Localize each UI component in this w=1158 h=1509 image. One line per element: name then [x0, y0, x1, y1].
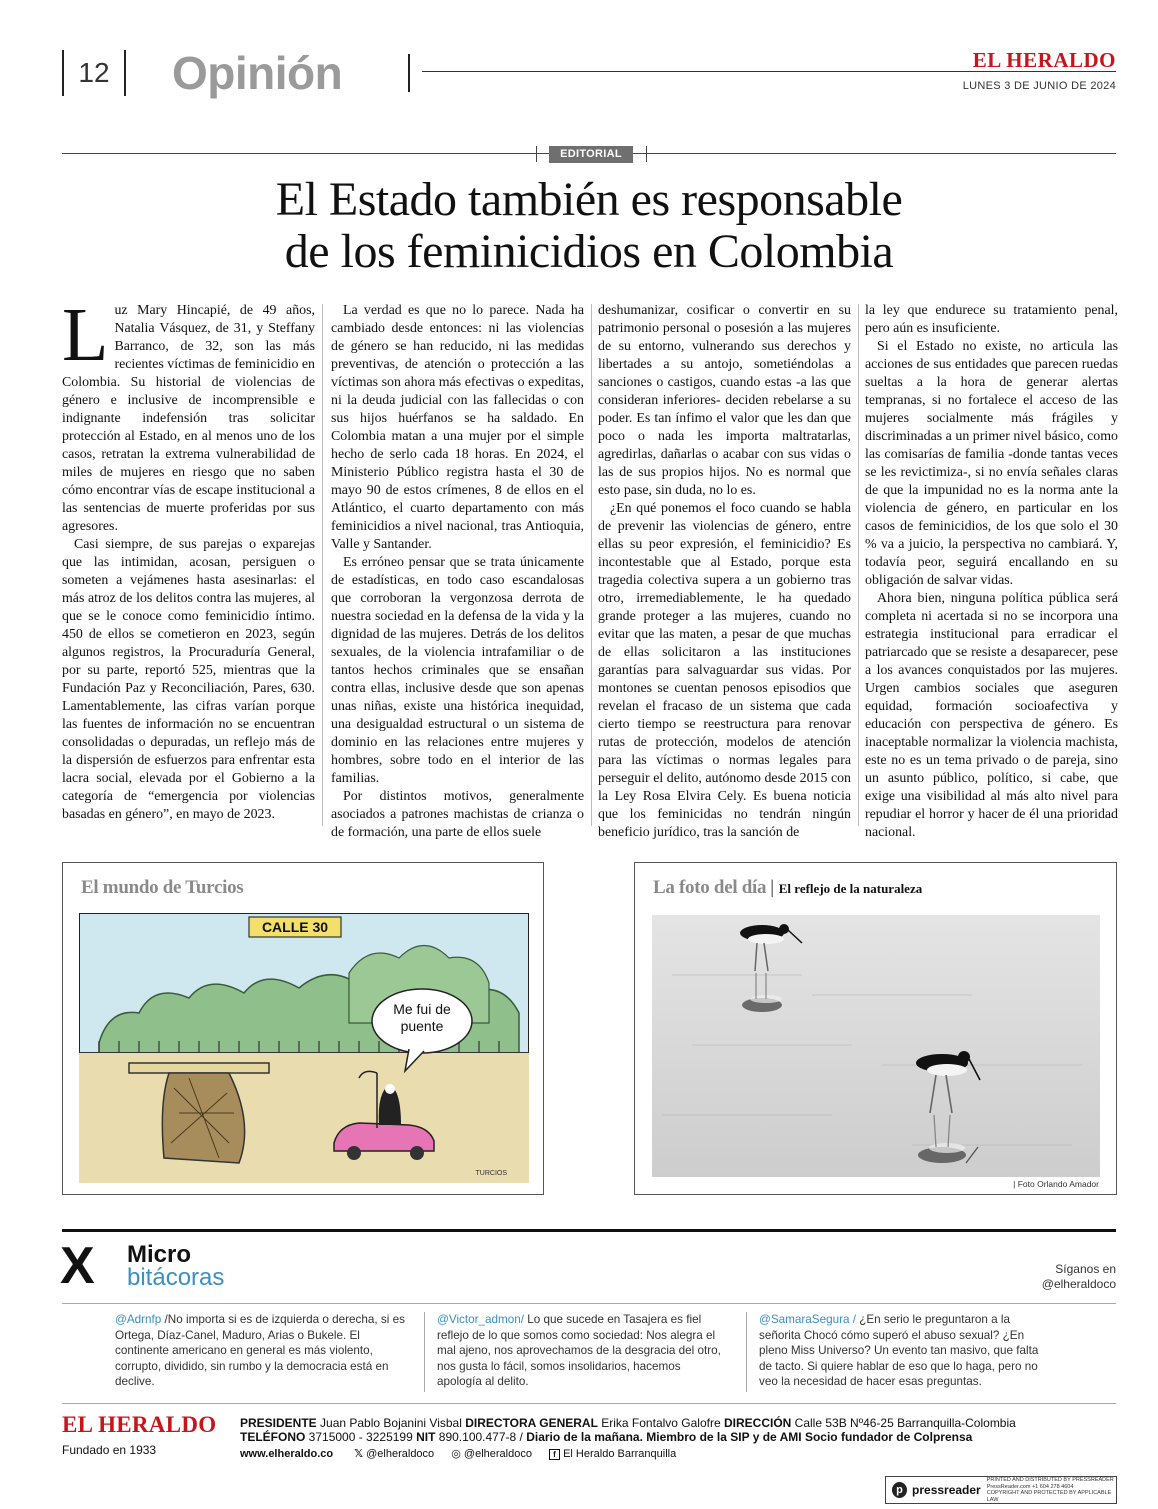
cartoon-title: El mundo de Turcios [81, 877, 244, 898]
page-date: LUNES 3 DE JUNIO DE 2024 [962, 80, 1116, 92]
tweet-handle[interactable]: @SamaraSegura / [759, 1313, 856, 1326]
footer-value: Juan Pablo Bojanini Visbal [316, 1416, 466, 1430]
footer-value: Erika Fontalvo Galofre [597, 1416, 724, 1430]
column-rule [591, 304, 592, 826]
footer-credits-line-1 [240, 1416, 1016, 1430]
cartoon-illustration [79, 913, 529, 1183]
footer-founded: Fundado en 1933 [62, 1443, 157, 1457]
website-link[interactable]: www.elheraldo.co [240, 1448, 334, 1460]
paragraph: Casi siempre, de sus parejas o exparejas que las intimidan, acosan, persiguen o someten a vejámenes hasta asesinarlas: el más atroz de los delitos contra las mujeres, al que se le conoce como feminicidio íntimo. 450 de ellos se cometieron en 2023, según algunos registros, la Procuraduría General, por su parte, reportó 525, mientras que la Fundación Paz y Reconciliación, Pares, 630. Lamentablemente, las cifras varían porque las fuentes de información no se encuentran consolidadas o depuradas, un reflejo más de la dispersión de esfuerzos para enfrentar esta lacra social, elevada por el Gobierno a la categoría de “emergencia por violencias basadas en género”, en mayo de 2023. [62, 537, 315, 822]
paragraph: Por distintos motivos, generalmente asociados a patrones machistas de crianza o de formación, una parte de ellos suele [331, 789, 584, 840]
x-handle-link[interactable]: @elheraldoco [366, 1448, 435, 1460]
header-divider [408, 54, 410, 92]
footer-rule [62, 1403, 1116, 1404]
article-column-3 [598, 302, 851, 842]
micro-title-line-1: Micro [127, 1241, 192, 1268]
paragraph: deshumanizar, cosificar o convertir en su patrimonio personal o posesión a las mujeres de su entorno, vulnerando sus derechos y libertades a su antojo, sometiéndolas a sanciones o castigos, cuando estas -a las que consideran inferiores- deciden rebelarse a su poder. Es tan ínfimo el valor que les dan que poco o nada les importa maltratarlas, agredirlas, dañarlas o acabar con sus vidas o las de sus propios hijos. No es normal que esto pase, sin duda, no lo es. [598, 303, 851, 498]
masthead-logo: EL HERALDO [972, 48, 1116, 72]
follow-us-handle[interactable]: @elheraldoco [1041, 1277, 1116, 1291]
tweet-text: ¿En serio le preguntaron a la señorita Chocó cómo superó el abuso sexual? ¿En pleno Miss Universo? Un evento tan masivo, que falta de tacto. Si quiere hablar de eso que lo haga, pero no veo la necesidad de hacer esas preguntas. [759, 1313, 1039, 1389]
cartoon-box [62, 862, 544, 1195]
paragraph: la ley que endurece su tratamiento penal, pero aún es insuficiente. [865, 303, 1118, 336]
editorial-tick-right [646, 146, 647, 162]
footer-logo: EL HERALDO [62, 1412, 217, 1437]
micro-divider [62, 1303, 1116, 1304]
tweet-3 [759, 1312, 1049, 1390]
tweet-handle[interactable]: @Adrnfp [115, 1313, 162, 1326]
article-column-1 [62, 293, 316, 824]
column-rule [858, 304, 859, 826]
cartoon-sign-text: CALLE 30 [261, 919, 329, 935]
footer-label: TELÉFONO [240, 1430, 306, 1444]
paragraph: Si el Estado no existe, no articula las acciones de sus entidades que parecen ruedas sueltas a la hora de generar alertas tempranas, si no fortalece el acceso de las mujeres socialmente más frágiles y discriminadas a un primer nivel básico, como las comisarías de familia -donde tantas veces se les revictimiza-, si no envía señales claras de que la impunidad no es la norma ante la violencia de género, en particular en los casos de feminicidios, de los que solo el 30 % va a juicio, la perspectiva no cambiará. Y, todavía peor, seguirá encallando en su obligación de salvar vidas. [865, 339, 1118, 588]
tweet-separator [424, 1312, 425, 1392]
photo-image [652, 915, 1100, 1177]
page-number: 12 [62, 50, 126, 96]
editorial-label: EDITORIAL [549, 146, 633, 163]
photo-credit: | Foto Orlando Amador [1013, 1179, 1099, 1189]
footer-value: Calle 53B Nº46-25 Barranquilla-Colombia [791, 1416, 1016, 1430]
footer-value: 890.100.477-8 / [435, 1430, 527, 1444]
tweet-2 [437, 1312, 727, 1390]
section-title: Opinión [172, 47, 343, 99]
article-column-2 [331, 302, 584, 842]
pressreader-info: PRINTED AND DISTRIBUTED BY PRESSREADER PressReader.com +1 604 278 4604 COPYRIGHT AND PROTECTED BY APPLICABLE LAW [986, 1477, 1114, 1503]
photo-subtitle: El reflejo de la naturaleza [778, 881, 923, 896]
facebook-icon: f [549, 1449, 560, 1460]
photo-heading: La foto del día | El reflejo de la naturaleza [653, 877, 923, 898]
editorial-tick-left [536, 146, 537, 162]
paragraph: La verdad es que no lo parece. Nada ha cambiado desde entonces: ni las violencias de género se han reducido, ni las medidas preventivas, de atención o protección a las víctimas son ahora más efectivas o expeditas, ni la deuda judicial con las fallecidas o con sus hijos huérfanos se ha saldado. En Colombia matan a una mujer por el simple hecho de serlo cada 18 horas. En 2024, el Ministerio Público registra hasta el 30 de mayo 90 de estos crímenes, 8 de ellos en el Atlántico, el cuarto departamento con más feminicidios a nivel nacional, tras Antioquia, Valle y Santander. [331, 303, 584, 552]
headline [62, 174, 1116, 278]
drop-cap: L [62, 293, 109, 377]
pressreader-badge [885, 1476, 1117, 1504]
pressreader-icon: p [892, 1482, 907, 1498]
micro-title-line-2: bitácoras [127, 1264, 225, 1291]
headline-line-2: de los feminicidios en Colombia [284, 225, 894, 278]
paragraph: ¿En qué ponemos el foco cuando se habla de prevenir las violencias de género, entre ellas su peor expresión, el feminicidio? Es incontestable que al Estado, porque esta tragedia colectiva supera a un gobierno tras otro, irremediablemente, le ha quedado grande proteger a las mujeres, cuando no evitar que las maten, a pesar de que muchas de ellas solicitaron a las instituciones garantías para salvaguardar sus vidas. Por montones se cuentan penosos episodios que revelan el fracaso de un sistema que cada cierto tiempo se reestructura para renovar rutas de protección, modelos de atención para las víctimas o normas legales para perseguir el delito, autónomo desde 2015 con la Ley Rosa Elvira Cely. Es buena noticia que los feminicidas no tendrán ningún beneficio jurídico, tras la sanción de [598, 501, 851, 840]
micro-rule [62, 1229, 1116, 1232]
paragraph: Es erróneo pensar que se trata únicamente de estadísticas, en todo caso escandalosas que corroboran la vergonzosa derrota de nuestra sociedad en la defensa de la vida y la dignidad de las mujeres. Detrás de los delitos sexuales, de la violencia intrafamiliar o de tantos hechos criminales que se ensañan contra ellas, inclusive desde que son apenas unas niñas, existe una histórica inequidad, una desigualdad estructural o un sistema de dominio en las relaciones entre mujeres y hombres, sobre todo en el interior de las familias. [331, 555, 584, 786]
tweet-1 [115, 1312, 405, 1390]
follow-us [1042, 1262, 1116, 1292]
article-column-4 [865, 302, 1118, 842]
footer-value: 3715000 - 3225199 [305, 1430, 417, 1444]
footer-value: Diario de la mañana. Miembro de la SIP y de AMI Socio fundador de Colprensa [526, 1430, 973, 1444]
photo-title: La foto del día [653, 877, 767, 898]
cartoon-speech-text: Me fui de puente [393, 1001, 451, 1034]
footer-label: NIT [416, 1430, 436, 1444]
x-icon: 𝕏 [354, 1448, 364, 1460]
paragraph: uz Mary Hincapié, de 49 años, Natalia Vásquez, de 31, y Steffany Barranco, de 32, son las más recientes víctimas de feminicidio en Colombia. Su historial de violencias de género e inclusive de incomprensible e indignante indefensión tras solicitar protección al Estado, en al menos uno de los casos, retratan la extrema vulnerabilidad de miles de mujeres en riesgo que no saben cómo encontrar vías de escape institucional a las sentencias de muerte proferidas por sus agresores. [62, 303, 316, 534]
instagram-handle-link[interactable]: @elheraldoco [463, 1448, 532, 1460]
tweet-separator [746, 1312, 747, 1392]
tweet-handle[interactable]: @Victor_admon/ [437, 1313, 525, 1326]
tweet-text: Lo que sucede en Tasajera es fiel reflejo de lo que somos como sociedad: Nos alegra el mal ajeno, nos aprovechamos de la desgracia del otro, nos gusta lo fácil, somos insolidarios, hacemos apología al delito. [437, 1313, 721, 1389]
paragraph: Ahora bien, ninguna política pública será completa ni acertada si no se incorpora una estrategia institucional para erradicar el patriarcado que se resiste a desaparecer, pese a los avances conquistados por las mujeres. Urgen cambios sociales que aseguren equidad, formación socioafectiva y educación con perspectiva de género. Es inaceptable normalizar la violencia machista, este no es un tema privado o de pareja, sino un asunto público, político, si cabe, que exige una visibilidad al más alto nivel para repudiar el horror y hacer de él una prioridad nacional. [865, 591, 1118, 840]
follow-us-label: Síganos en [1055, 1262, 1116, 1276]
footer-label: DIRECTORA GENERAL [465, 1416, 598, 1430]
tweet-text: /No importa si es de izquierda o derecha, si es Ortega, Díaz-Canel, Maduro, Arias o Bukele. El continente americano en general es más violento, corrupto, dividido, sin rumbo y la democracia está en declive. [115, 1313, 405, 1389]
photo-box [634, 862, 1117, 1195]
instagram-icon: ◎ [451, 1448, 461, 1460]
footer-label: DIRECCIÓN [723, 1416, 792, 1430]
cartoon-signature: TURCIOS [475, 1170, 507, 1177]
footer-social-line [240, 1447, 676, 1460]
headline-line-1: El Estado también es responsable [275, 173, 903, 226]
footer-label: PRESIDENTE [240, 1416, 317, 1430]
column-rule [322, 304, 323, 826]
pressreader-brand: pressreader [912, 1483, 981, 1497]
footer-credits-line-2 [240, 1430, 972, 1444]
facebook-page-link[interactable]: El Heraldo Barranquilla [563, 1448, 677, 1460]
x-logo-icon: X [60, 1237, 95, 1295]
